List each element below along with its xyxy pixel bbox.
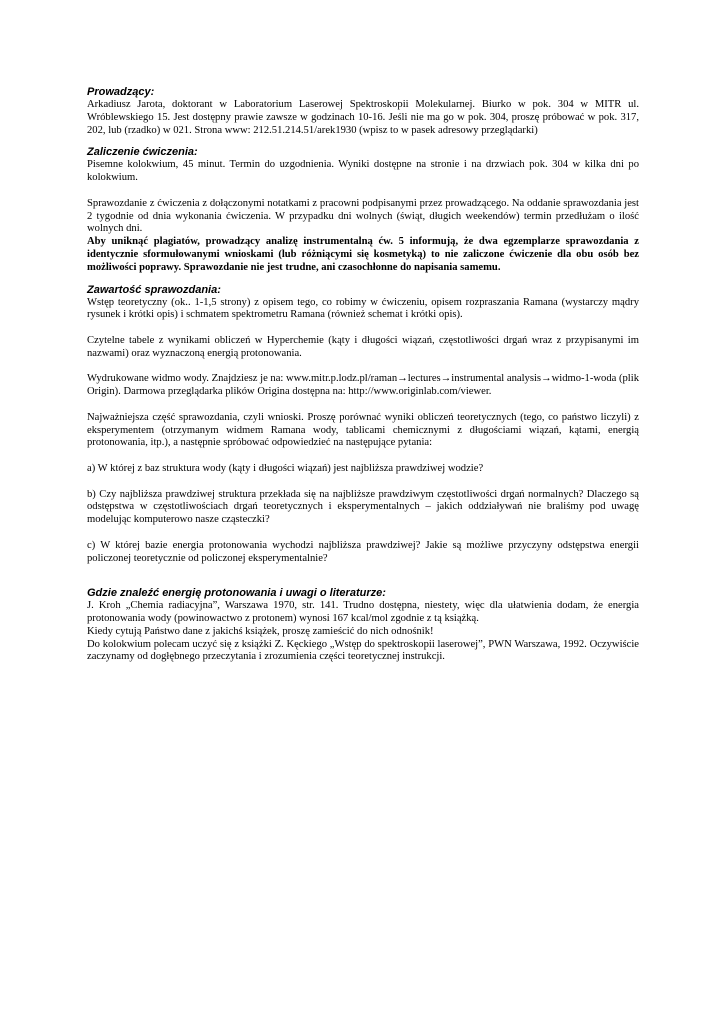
zawartosc-paragraph-4: Najważniejsza część sprawozdania, czyli wnioski. Proszę porównać wyniki obliczeń teoretycznych (tego, co państwo liczyli) z eksperymentem (otrzymanym widmem Ramana wody, tablicami chemicznymi z długościami wiązań, kątami, energią protonowania, itp.), a następnie spróbować odpowiedzieć na następujące pytania: — [87, 411, 639, 449]
question-b: b) Czy najbliższa prawdziwej struktura przekłada się na najbliższe prawdziwym częstotliwości drgań normalnych? Dlaczego są odstępstwa w częstotliwościach drgań teoretycznych i eksperymentalnych – jakich oddziaływań nie braliśmy pod uwagę modelując komputerowo nasze cząsteczki? — [87, 488, 639, 526]
zaliczenie-paragraph-1: Pisemne kolokwium, 45 minut. Termin do uzgodnienia. Wyniki dostępne na stronie i na drzwiach pok. 304 w kilka dni po kolokwium. — [87, 159, 639, 184]
document-page — [87, 86, 639, 664]
zaliczenie-paragraph-2: Sprawozdanie z ćwiczenia z dołączonymi notatkami z pracowni podpisanymi przez prowadzącego. Na oddanie sprawozdania jest 2 tygodnie od dnia wykonania ćwiczenia. W przypadku dni wolnych (świąt, długich weekendów) termin przedłużam o ilość wolnych dni. — [87, 197, 639, 235]
literatura-paragraph-2: Kiedy cytują Państwo dane z jakichś książek, proszę zamieścić do nich odnośnik! — [87, 625, 434, 637]
zawartosc-paragraph-2: Czytelne tabele z wynikami obliczeń w Hyperchemie (kąty i długości wiązań, częstotliwości drgań wraz z przypisanymi im nazwami) oraz wyznaczoną energią protonowania. — [87, 334, 639, 359]
literatura-paragraph-3: Do kolokwium polecam uczyć się z książki Z. Kęckiego „Wstęp do spektroskopii laserowej”, PWN Warszawa, 1992. Oczywiście zaczynamy od dogłębnego przeczytania i zrozumienia części teoretycznej instrukcji. — [87, 638, 639, 663]
heading-zaliczenie: Zaliczenie ćwiczenia: — [87, 146, 198, 159]
section-literatura — [87, 587, 639, 664]
question-c: c) W której bazie energia protonowania wychodzi najbliższa prawdziwej? Jakie są możliwe przyczyny odstępstwa energii policzonej teoretycznie od policzonej eksperymentalnie? — [87, 539, 639, 564]
heading-literatura: Gdzie znaleźć energię protonowania i uwagi o literaturze: — [87, 587, 386, 600]
heading-prowadzacy: Prowadzący: — [87, 86, 155, 98]
question-a: a) W której z baz struktura wody (kąty i długości wiązań) jest najbliższa prawdziwej wodzie? — [87, 462, 484, 474]
plagiarism-warning: Aby uniknąć plagiatów, prowadzący analizę instrumentalną ćw. 5 informują, że dwa egzemplarze sprawozdania z identycznie sformułowanymi wnioskami (lub różniącymi się kosmetyką) to nie zaliczone ćwiczenie dla obu osób bez możliwości poprawy. Sprawozdanie nie jest trudne, ani czasochłonne do napisania samemu. — [87, 236, 639, 273]
zawartosc-paragraph-1: Wstęp teoretyczny (ok.. 1-1,5 strony) z opisem tego, co robimy w ćwiczeniu, opisem rozpraszania Ramana (wystarczy mądry rysunek i krótki opis) i schmatem spektrometru Ramana (również schemat i krótki opis). — [87, 296, 639, 321]
literatura-paragraph-1: J. Kroh „Chemia radiacyjna”, Warszawa 1970, str. 141. Trudno dostępna, niestety, więc dla ułatwienia dodam, że energia protonowania wody (powinowactwo z protonem) wynosi 167 kcal/mol zgodnie z tą książką. — [87, 600, 639, 625]
prowadzacy-text: Arkadiusz Jarota, doktorant w Laboratorium Laserowej Spektroskopii Molekularnej. Biurko w pok. 304 w MITR ul. Wróblewskiego 15. Jest dostępny prawie zawsze w godzinach 10-16. Jeśli nie ma go w pok. 304, proszę próbować w pok. 317, 202, lub (rzadko) w 021. Strona www: 212.51.214.51/arek1930 (wpisz to w pasek adresowy przeglądarki) — [87, 99, 639, 136]
section-zawartosc — [87, 284, 639, 566]
heading-zawartosc: Zawartość sprawozdania: — [87, 283, 221, 296]
section-prowadzacy — [87, 86, 639, 137]
zawartosc-paragraph-3: Wydrukowane widmo wody. Znajdziesz je na: www.mitr.p.lodz.pl/raman→lectures→instrumental analysis→widmo-1-woda (plik Origin). Darmowa przeglądarka plików Origina dostępna na: http://www.originlab.com/viewer. — [87, 373, 639, 398]
section-zaliczenie — [87, 146, 639, 274]
